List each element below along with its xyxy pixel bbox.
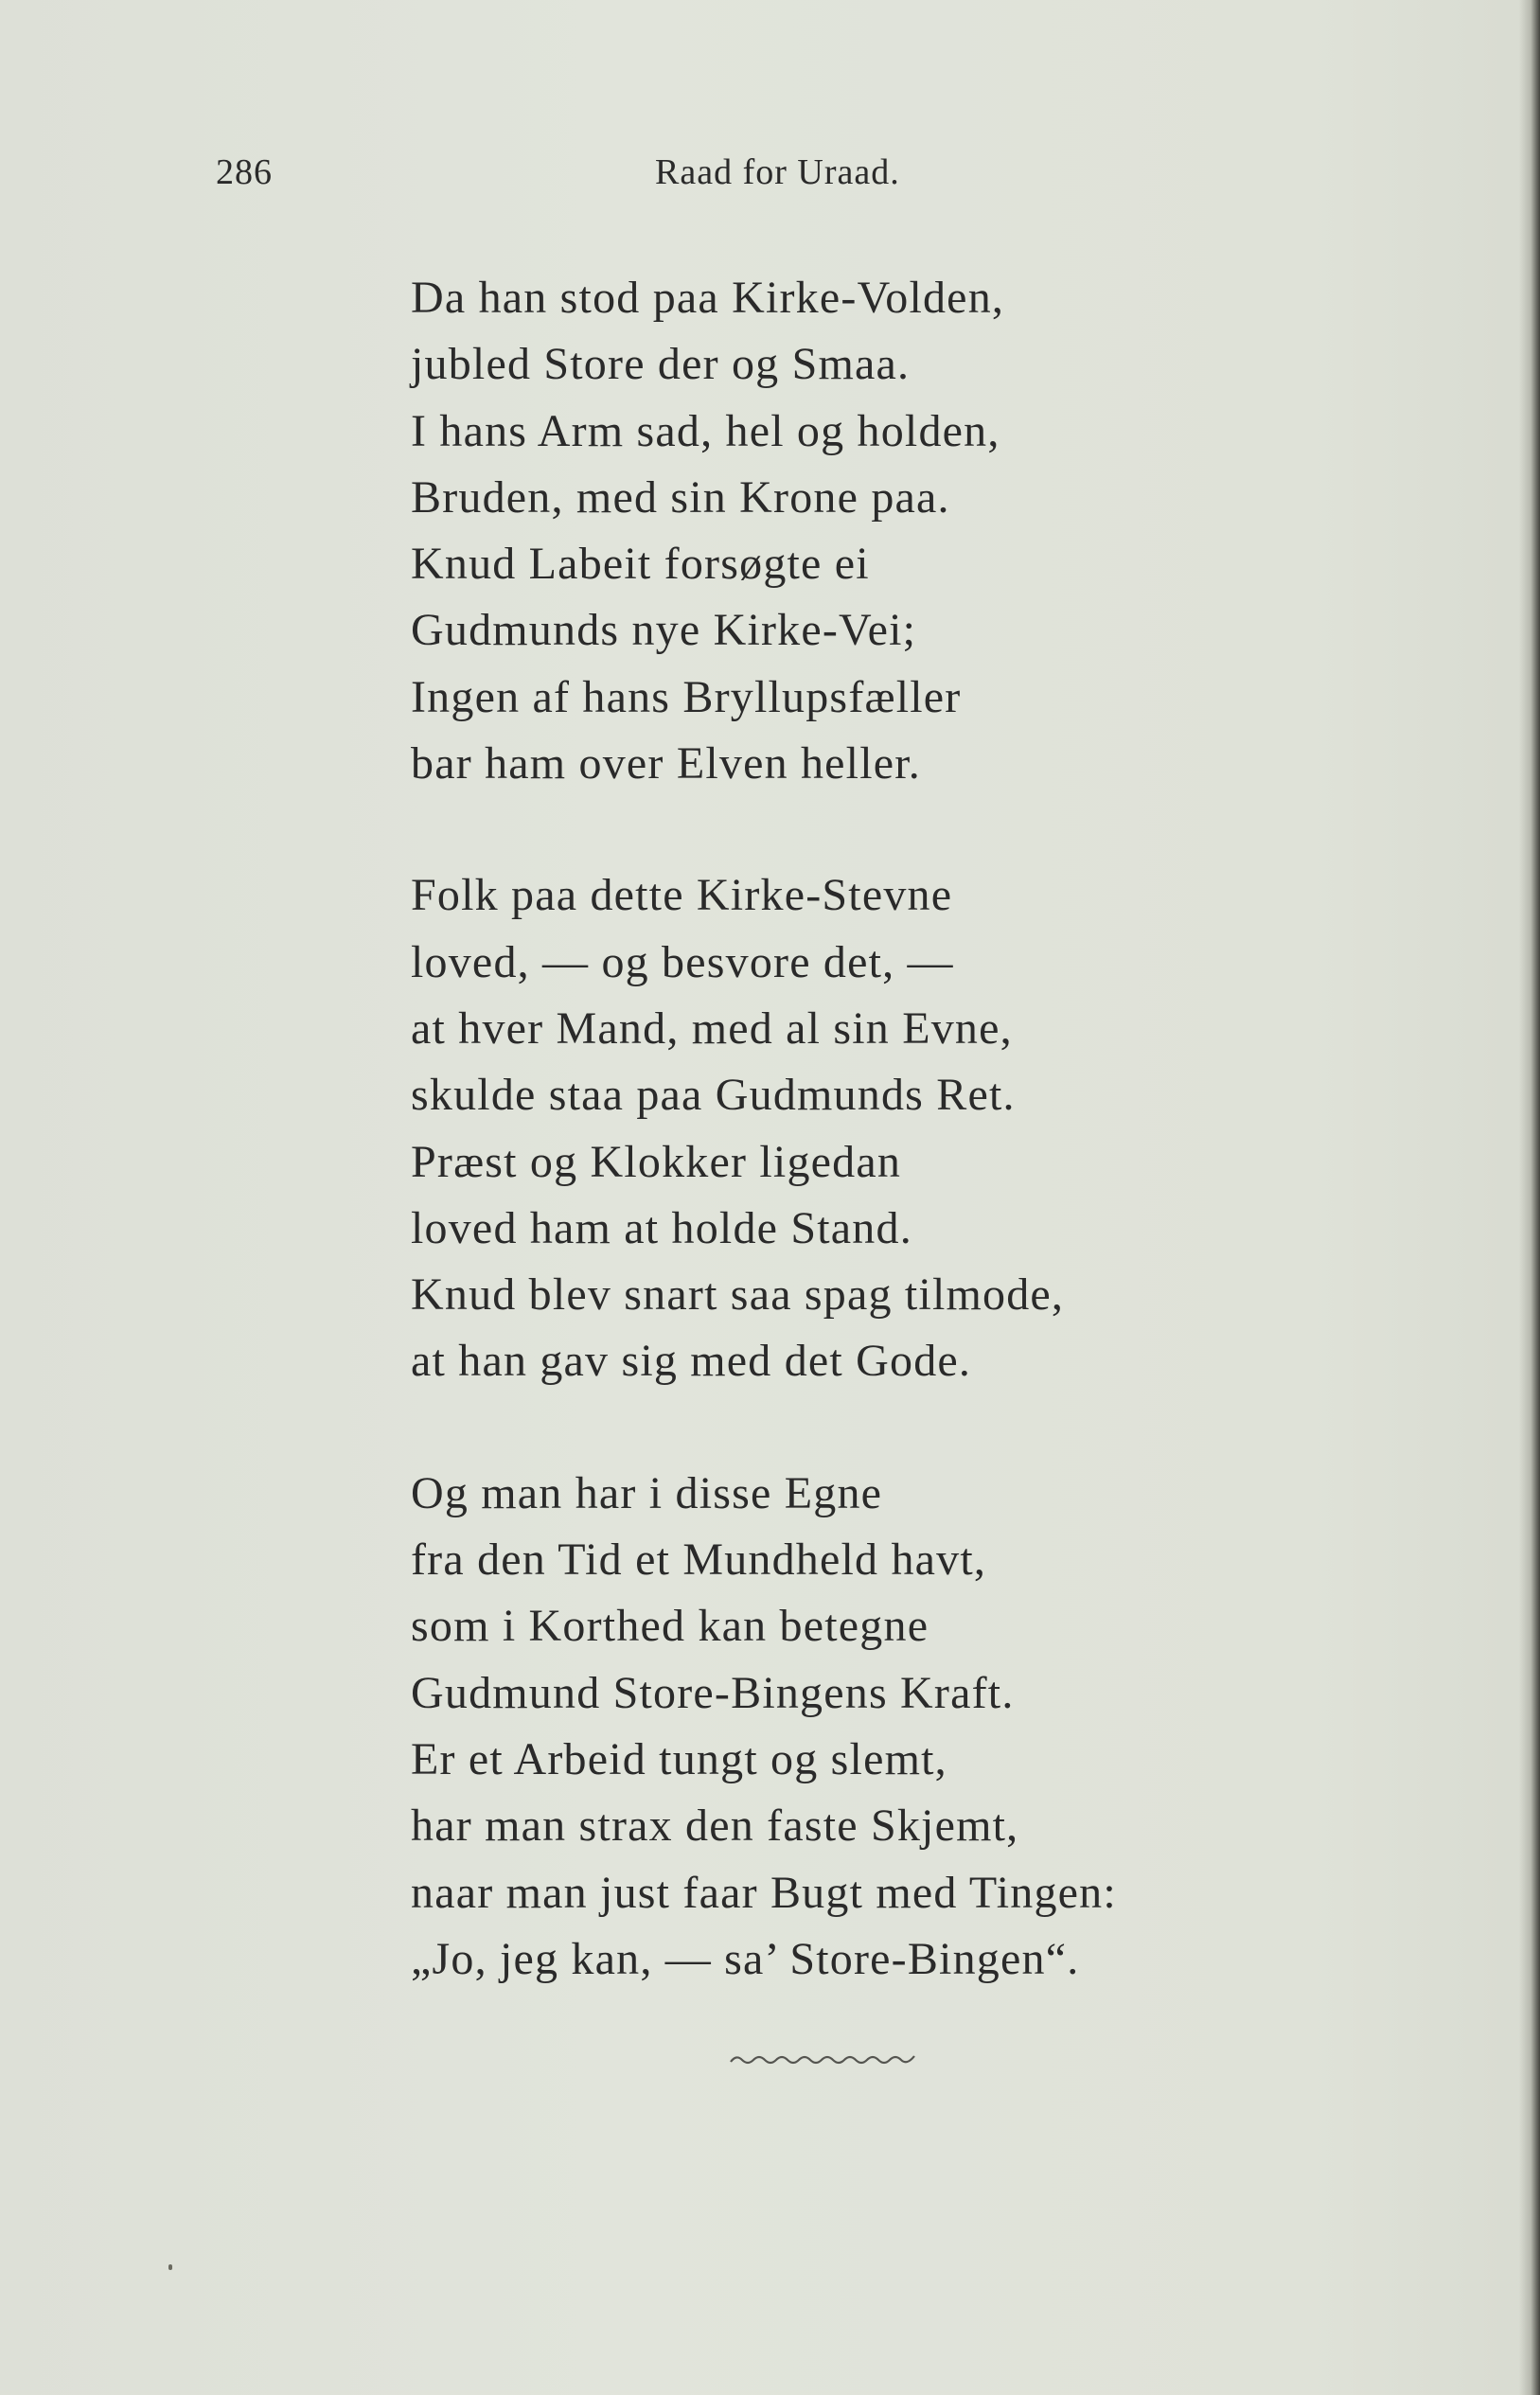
poem-line: Knud Labeit forsøgte ei — [411, 539, 870, 590]
poem-line: Præst og Klokker ligedan — [411, 1136, 902, 1187]
page-edge-shadow — [1519, 0, 1540, 2395]
poem-line: Knud blev snart saa spag tilmode, — [411, 1269, 1065, 1321]
poem-line: at hver Mand, med al sin Evne, — [411, 1002, 1013, 1054]
ink-speck — [168, 2264, 172, 2270]
poem-line: naar man just faar Bugt med Tingen: — [411, 1867, 1117, 1918]
poem-line: har man strax den faste Skjemt, — [411, 1801, 1019, 1852]
running-title: Raad for Uraad. — [655, 152, 900, 192]
poem-line: Da han stod paa Kirke-Volden, — [411, 273, 1005, 323]
poem-line: jubled Store der og Smaa. — [411, 339, 911, 390]
poem-line: „Jo, jeg kan, — sa’ Store-Bingen“. — [411, 1933, 1080, 1984]
running-header — [0, 151, 1540, 199]
poem-line: Folk paa dette Kirke-Stevne — [411, 870, 953, 921]
stanza-3 — [411, 1461, 1357, 1993]
poem-line: fra den Tid et Mundheld havt, — [411, 1535, 987, 1586]
poem-line: skulde staa paa Gudmunds Ret. — [411, 1070, 1016, 1121]
stanza-1 — [411, 265, 1357, 797]
poem-line: som i Korthed kan betegne — [411, 1601, 929, 1652]
poem-line: at han gav sig med det Gode. — [411, 1336, 972, 1387]
poem-line: Og man har i disse Egne — [411, 1467, 883, 1518]
poem-line: Er et Arbeid tungt og slemt, — [411, 1733, 947, 1784]
poem-line: Bruden, med sin Krone paa. — [411, 471, 950, 523]
wavy-tailpiece-ornament-icon — [729, 2049, 918, 2067]
poem-line: Gudmund Store-Bingens Kraft. — [411, 1667, 1015, 1718]
poem-line: Ingen af hans Bryllupsfæller — [411, 671, 962, 722]
poem-line: Gudmunds nye Kirke-Vei; — [411, 605, 917, 656]
poem-line: I hans Arm sad, hel og holden, — [411, 405, 1000, 456]
poem-line: bar ham over Elven heller. — [411, 738, 921, 789]
poem — [411, 265, 1357, 2058]
poem-line: loved, — og besvore det, — — [411, 936, 954, 987]
poem-line: loved ham at holde Stand. — [411, 1202, 912, 1253]
page-number: 286 — [216, 152, 273, 192]
stanza-2 — [411, 862, 1357, 1394]
